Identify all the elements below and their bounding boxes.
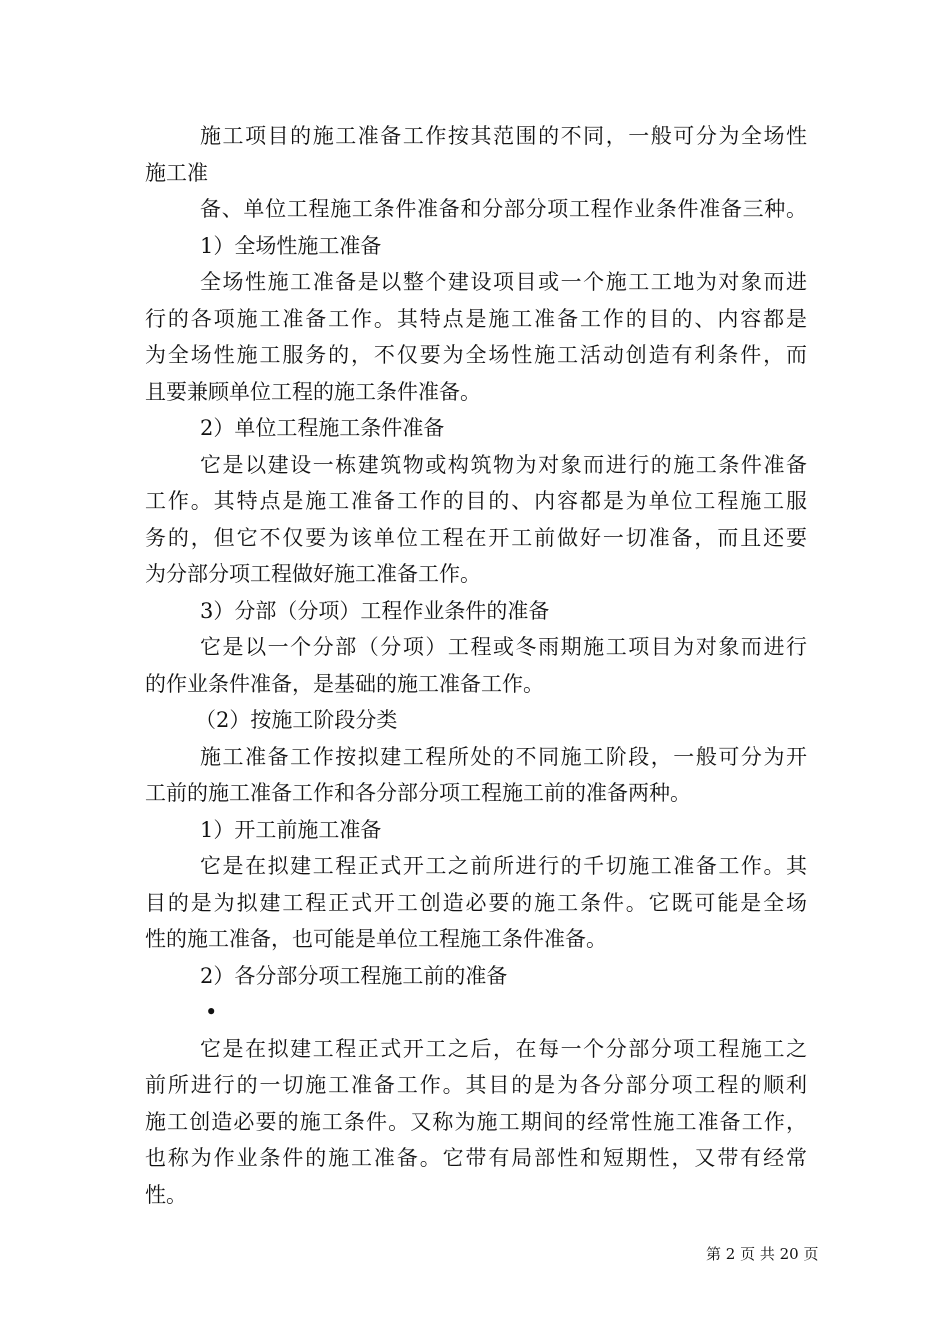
paragraph-line: 工前的施工准备工作和各分部分项工程施工前的准备两种。 bbox=[145, 781, 691, 805]
paragraph-line: 备、单位工程施工条件准备和分部分项工程作业条件准备三种。 bbox=[200, 197, 807, 221]
paragraph-line: 前所进行的一切施工准备工作。其目的是为各分部分项工程的顺利 bbox=[145, 1073, 807, 1097]
paragraph-line: 为全场性施工服务的，不仅要为全场性施工活动创造有利条件，而 bbox=[145, 343, 807, 367]
page-number: 第 2 页 共 20 页 bbox=[706, 1245, 819, 1263]
paragraph-line: 它是在拟建工程正式开工之前所进行的千切施工准备工作。其 bbox=[200, 854, 807, 878]
bullet-mark: • bbox=[205, 1000, 218, 1024]
paragraph-line: 施工准 bbox=[145, 160, 208, 185]
paragraph-line: 全场性施工准备是以整个建设项目或一个施工工地为对象而进 bbox=[200, 270, 807, 294]
paragraph-line: 施工项目的施工准备工作按其范围的不同，一般可分为全场性 bbox=[200, 124, 807, 148]
section-heading: 1）开工前施工准备 bbox=[200, 817, 382, 842]
paragraph-line: 工作。其特点是施工准备工作的目的、内容都是为单位工程施工服 bbox=[145, 489, 807, 513]
section-heading: （2）按施工阶段分类 bbox=[195, 708, 398, 732]
paragraph-line: 的作业条件准备，是基础的施工准备工作。 bbox=[145, 671, 544, 696]
paragraph-line: 也称为作业条件的施工准备。它带有局部性和短期性，又带有经常 bbox=[145, 1146, 807, 1170]
paragraph-line: 行的各项施工准备工作。其特点是施工准备工作的目的、内容都是 bbox=[145, 306, 807, 331]
paragraph-line: 施工准备工作按拟建工程所处的不同施工阶段，一般可分为开 bbox=[200, 744, 807, 769]
paragraph-line: 性。 bbox=[145, 1182, 187, 1207]
paragraph-line: 它是以一个分部（分项）工程或冬雨期施工项目为对象而进行 bbox=[200, 635, 807, 659]
paragraph-line: 它是在拟建工程正式开工之后，在每一个分部分项工程施工之 bbox=[200, 1036, 807, 1061]
paragraph-line: 为分部分项工程做好施工准备工作。 bbox=[145, 562, 481, 586]
paragraph-line: 施工创造必要的施工条件。又称为施工期间的经常性施工准备工作， bbox=[145, 1109, 807, 1134]
section-heading: 2）单位工程施工条件准备 bbox=[200, 416, 445, 440]
section-heading: 2）各分部分项工程施工前的准备 bbox=[200, 963, 508, 988]
paragraph-line: 它是以建设一栋建筑物或构筑物为对象而进行的施工条件准备 bbox=[200, 452, 807, 477]
paragraph-line: 目的是为拟建工程正式开工创造必要的施工条件。它既可能是全场 bbox=[145, 890, 807, 915]
section-heading: 1）全场性施工准备 bbox=[200, 233, 382, 258]
paragraph-line: 性的施工准备，也可能是单位工程施工条件准备。 bbox=[145, 927, 607, 951]
paragraph-line: 务的，但它不仅要为该单位工程在开工前做好一切准备，而且还要 bbox=[145, 525, 807, 550]
section-heading: 3）分部（分项）工程作业条件的准备 bbox=[200, 598, 550, 623]
paragraph-line: 且要兼顾单位工程的施工条件准备。 bbox=[145, 379, 481, 404]
document-body bbox=[145, 118, 807, 1213]
